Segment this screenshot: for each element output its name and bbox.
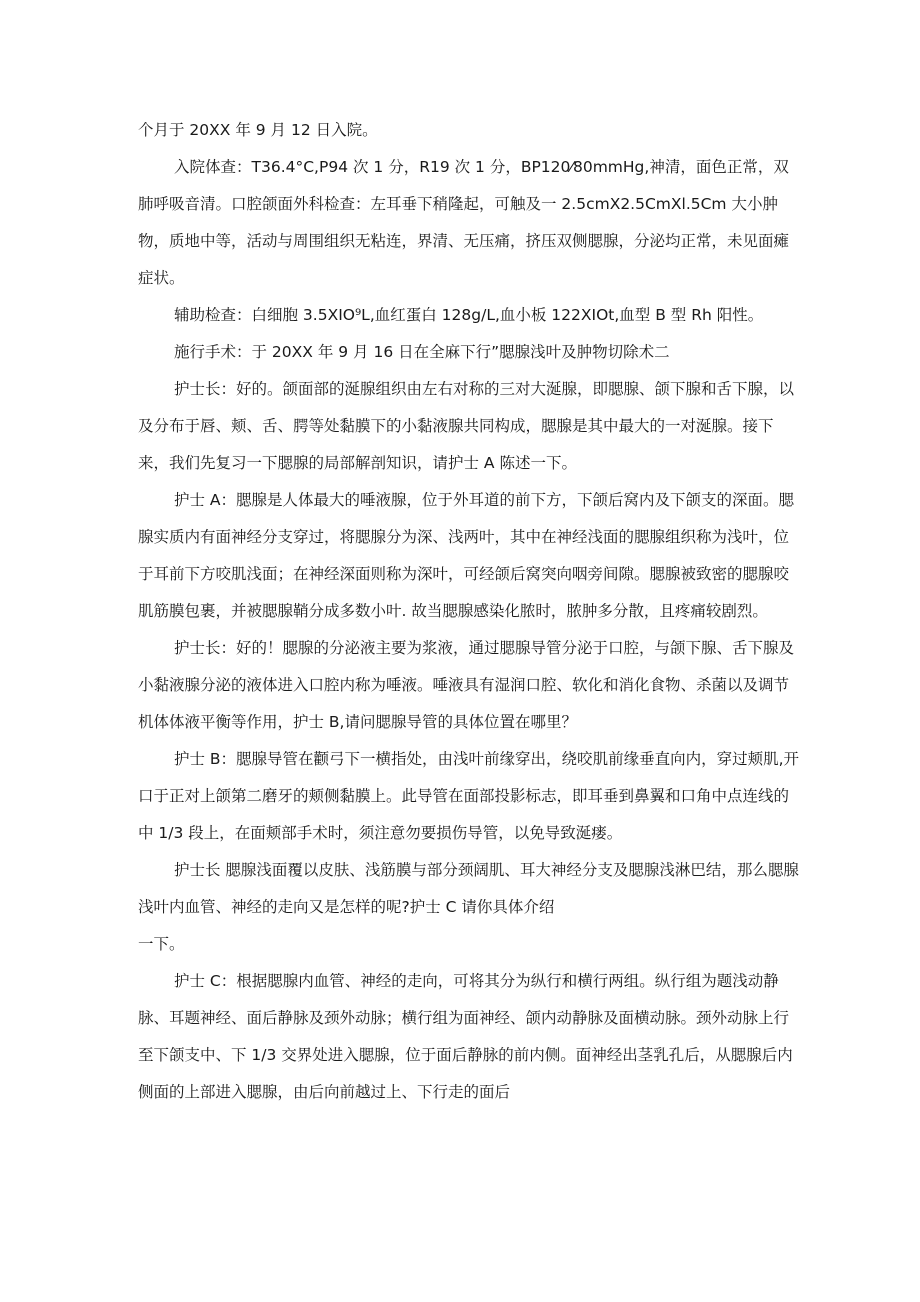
paragraph-admission-date: 个月于 20XX 年 9 月 12 日入院。 bbox=[138, 121, 378, 139]
paragraph-head-nurse-1: 护士长：好的。颌面部的涎腺组织由左右对称的三对大涎腺，即腮腺、颌下腺和舌下腺，以及分布于唇、颊、舌、腭等处黏膜下的小黏液腺共同构成，腮腺是其中最大的一对涎腺。接下来，我们先复习一下腮腺的局部解剖知识，请护士 A 陈述一下。 bbox=[138, 380, 795, 472]
paragraph-nurse-c: 护士 C：根据腮腺内血管、神经的走向，可将其分为纵行和横行两组。纵行组为题浅动静脉、耳题神经、面后静脉及颈外动脉；横行组为面神经、颌内动静脉及面横动脉。颈外动脉上行至下颌支中、下 1/3 交界处进入腮腺，位于面后静脉的前内侧。面神经出茎乳孔后，从腮腺后内侧面的上部进入腮腺，由后向前越过上、下行走的面后 bbox=[138, 972, 793, 1101]
paragraph-nurse-a: 护士 A：腮腺是人体最大的唾液腺，位于外耳道的前下方，下颌后窝内及下颌支的深面。腮腺实质内有面神经分支穿过，将腮腺分为深、浅两叶，其中在神经浅面的腮腺组织称为浅叶，位于耳前下方咬肌浅面；在神经深面则称为深叶，可经颌后窝突向咽旁间隙。腮腺被致密的腮腺咬肌筋膜包裹，并被腮腺鞘分成多数小叶. 故当腮腺感染化脓时，脓肿多分散，且疼痛较剧烈。 bbox=[138, 491, 795, 620]
paragraph-nurse-b: 护士 B：腮腺导管在颧弓下一横指处，由浅叶前缘穿出，绕咬肌前缘垂直向内，穿过颊肌,开口于正对上颌第二磨牙的颊侧黏膜上。此导管在面部投影标志，即耳垂到鼻翼和口角中点连线的中 1/3 段上，在面颊部手术时，须注意勿要损伤导管，以免导致涎瘘。 bbox=[138, 750, 799, 842]
paragraph-auxiliary-exam: 辅助检查：白细胞 3.5XIO⁹L,血红蛋白 128g/L,血小板 122XIOt,血型 B 型 Rh 阳性。 bbox=[174, 306, 764, 324]
paragraph-physical-exam: 入院体查：T36.4°C,P94 次 1 分，R19 次 1 分，BP120⁄80mmHg,神清，面色正常，双肺呼吸音清。口腔颌面外科检查：左耳垂下稍隆起，可触及一 2.5cmX2.5CmXl.5Cm 大小肿物，质地中等，活动与周围组织无粘连，界清、无压痛，挤压双侧腮腺，分泌均正常，未见面瘫症状。 bbox=[138, 158, 790, 287]
paragraph-continuation: 一下。 bbox=[138, 935, 185, 953]
paragraph-head-nurse-3: 护士长 腮腺浅面覆以皮肤、浅筋膜与部分颈阔肌、耳大神经分支及腮腺浅淋巴结，那么腮腺浅叶内血管、神经的走向又是怎样的呢?护士 C 请你具体介绍 bbox=[138, 861, 799, 916]
paragraph-surgery: 施行手术：于 20XX 年 9 月 16 日在全麻下行”腮腺浅叶及肿物切除术二 bbox=[174, 343, 670, 361]
paragraph-head-nurse-2: 护士长：好的！腮腺的分泌液主要为浆液，通过腮腺导管分泌于口腔，与颌下腺、舌下腺及小黏液腺分泌的液体进入口腔内称为唾液。唾液具有湿润口腔、软化和消化食物、杀菌以及调节机体体液平衡等作用，护士 B,请问腮腺导管的具体位置在哪里？ bbox=[138, 639, 795, 731]
